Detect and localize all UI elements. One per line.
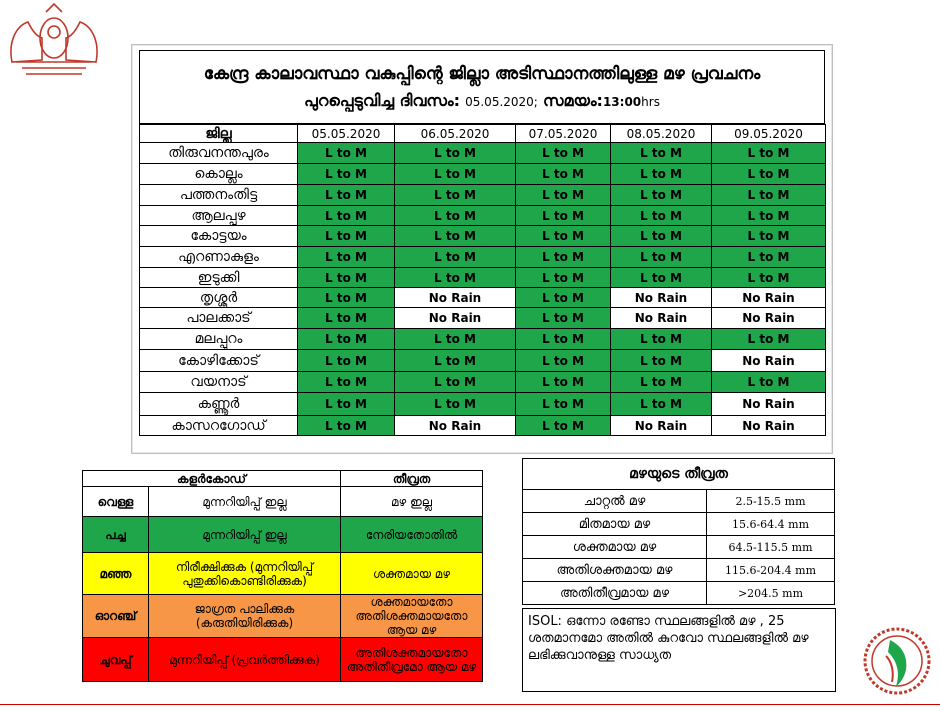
forecast-cell: L to M (395, 372, 516, 393)
color-name: ഓറഞ്ച് (83, 595, 149, 638)
forecast-cell: L to M (395, 164, 516, 185)
forecast-cell: L to M (516, 164, 611, 185)
intensity-range: 115.6-204.4 mm (707, 559, 835, 582)
forecast-cell: L to M (516, 393, 611, 416)
forecast-cell: L to M (298, 329, 395, 350)
color-name: ചുവപ്പ് (83, 638, 149, 682)
color-name: മഞ്ഞ (83, 553, 149, 595)
color-meaning: മുന്നറിയിപ്പ് ഇല്ല (149, 487, 341, 517)
color-code-header: കളർകോഡ് (83, 471, 341, 487)
color-row-white (83, 487, 483, 517)
district-row (140, 288, 826, 308)
bottom-divider (0, 704, 940, 705)
forecast-cell: L to M (298, 372, 395, 393)
forecast-cell: L to M (298, 288, 395, 308)
intensity-range: 64.5-115.5 mm (707, 536, 835, 559)
color-meaning: മുന്നറിയിപ്പ് (പ്രവർത്തിക്കുക) (149, 638, 341, 682)
forecast-cell: L to M (712, 164, 826, 185)
forecast-cell: L to M (516, 247, 611, 268)
district-row (140, 247, 826, 268)
date-column-header: 08.05.2020 (611, 125, 712, 143)
forecast-cell: L to M (712, 329, 826, 350)
forecast-cell: No Rain (611, 288, 712, 308)
color-row-yellow (83, 553, 483, 595)
forecast-cell: L to M (516, 206, 611, 226)
date-column-header: 07.05.2020 (516, 125, 611, 143)
forecast-cell: L to M (712, 372, 826, 393)
forecast-cell: L to M (611, 247, 712, 268)
forecast-cell: No Rain (712, 393, 826, 416)
intensity-row (523, 582, 835, 605)
forecast-cell: L to M (395, 329, 516, 350)
color-intensity: നേരിയതോതിൽ (341, 517, 483, 553)
district-row (140, 350, 826, 372)
forecast-cell: L to M (712, 268, 826, 288)
district-row (140, 393, 826, 416)
forecast-cell: L to M (516, 268, 611, 288)
kerala-emblem-icon (2, 2, 106, 80)
rain-intensity-table (522, 458, 835, 605)
forecast-cell: L to M (516, 226, 611, 247)
forecast-cell: L to M (298, 143, 395, 164)
color-meaning: നിരീക്ഷിക്കുക (മുന്നറിയിപ്പ് പുതുക്കികൊണ്ടിരിക്കുക) (149, 553, 341, 595)
forecast-cell: L to M (395, 393, 516, 416)
forecast-cell: L to M (516, 308, 611, 329)
date-column-header: 09.05.2020 (712, 125, 826, 143)
color-row-orange (83, 595, 483, 638)
color-name: പച്ച (83, 517, 149, 553)
district-name: വയനാട് (140, 372, 298, 393)
intensity-row (523, 559, 835, 582)
district-name: പത്തനംതിട്ട (140, 185, 298, 206)
district-row (140, 185, 826, 206)
district-forecast-table (139, 124, 826, 436)
district-name: തിരുവനന്തപുരം (140, 143, 298, 164)
forecast-cell: L to M (516, 288, 611, 308)
forecast-cell: L to M (298, 164, 395, 185)
forecast-header-row (140, 125, 826, 143)
forecast-cell: L to M (298, 185, 395, 206)
intensity-label: ശക്തമായ മഴ (523, 536, 707, 559)
district-name: ഇടുക്കി (140, 268, 298, 288)
date-column-header: 06.05.2020 (395, 125, 516, 143)
district-name: പാലക്കാട് (140, 308, 298, 329)
forecast-cell: L to M (298, 393, 395, 416)
forecast-cell: L to M (611, 143, 712, 164)
forecast-title-box (139, 50, 825, 124)
issued-date: 05.05.2020; (465, 95, 538, 109)
color-meaning: മുന്നറിയിപ്പ് ഇല്ല (149, 517, 341, 553)
district-row (140, 372, 826, 393)
intensity-label: മിതമായ മഴ (523, 513, 707, 536)
forecast-cell: L to M (611, 226, 712, 247)
forecast-cell: L to M (516, 329, 611, 350)
intensity-label: ചാറ്റൽ മഴ (523, 490, 707, 513)
forecast-cell: L to M (298, 308, 395, 329)
forecast-cell: L to M (611, 372, 712, 393)
rain-intensity-header: മഴയുടെ തീവ്രത (523, 459, 835, 490)
district-row (140, 268, 826, 288)
forecast-cell: L to M (712, 143, 826, 164)
district-column-header: ജില്ല (140, 125, 298, 143)
date-column-header: 05.05.2020 (298, 125, 395, 143)
district-name: കൊല്ലം (140, 164, 298, 185)
issued-info (140, 91, 824, 111)
forecast-cell: L to M (516, 416, 611, 436)
district-name: കണ്ണൂർ (140, 393, 298, 416)
intensity-row (523, 513, 835, 536)
district-name: തൃശ്ശൂർ (140, 288, 298, 308)
forecast-cell: L to M (395, 206, 516, 226)
forecast-cell: No Rain (395, 308, 516, 329)
forecast-cell: L to M (395, 247, 516, 268)
color-intensity: മഴ ഇല്ല (341, 487, 483, 517)
district-name: ആലപ്പുഴ (140, 206, 298, 226)
district-name: കാസറഗോഡ് (140, 416, 298, 436)
forecast-cell: No Rain (712, 308, 826, 329)
time-label: സമയം: (542, 91, 603, 110)
color-name: വെള്ള (83, 487, 149, 517)
forecast-cell: L to M (611, 185, 712, 206)
forecast-cell: L to M (611, 206, 712, 226)
forecast-cell: L to M (298, 268, 395, 288)
intensity-range: >204.5 mm (707, 582, 835, 605)
district-name: കോഴിക്കോട് (140, 350, 298, 372)
forecast-cell: L to M (395, 143, 516, 164)
district-name: എറണാകുളം (140, 247, 298, 268)
forecast-cell: L to M (516, 350, 611, 372)
forecast-cell: L to M (611, 329, 712, 350)
forecast-cell: L to M (298, 206, 395, 226)
intensity-row (523, 490, 835, 513)
intensity-row (523, 536, 835, 559)
intensity-range: 15.6-64.4 mm (707, 513, 835, 536)
forecast-cell: L to M (395, 350, 516, 372)
forecast-cell: L to M (611, 268, 712, 288)
district-row (140, 416, 826, 436)
intensity-range: 2.5-15.5 mm (707, 490, 835, 513)
forecast-cell: L to M (298, 416, 395, 436)
forecast-cell: L to M (611, 393, 712, 416)
forecast-cell: No Rain (611, 308, 712, 329)
forecast-cell: No Rain (395, 416, 516, 436)
color-row-red (83, 638, 483, 682)
forecast-title: കേന്ദ്ര കാലാവസ്ഥാ വകുപ്പിന്റെ ജില്ലാ അടിസ്ഥാനത്തിലുള്ള മഴ പ്രവചനം (203, 64, 761, 84)
forecast-cell: L to M (298, 350, 395, 372)
forecast-cell: No Rain (712, 416, 826, 436)
time-unit: hrs (641, 95, 660, 109)
district-row (140, 164, 826, 185)
forecast-cell: L to M (516, 143, 611, 164)
forecast-cell: No Rain (712, 288, 826, 308)
color-intensity: ശക്തമായതോ അതിശക്തമായതോ ആയ മഴ (341, 595, 483, 638)
forecast-cell: L to M (712, 247, 826, 268)
intensity-label: അതിതീവ്രമായ മഴ (523, 582, 707, 605)
issued-label: പുറപ്പെടുവിച്ച ദിവസം: (304, 91, 460, 110)
forecast-cell: L to M (298, 247, 395, 268)
isol-note: ISOL: ഒന്നോ രണ്ടോ സ്ഥലങ്ങളിൽ മഴ , 25 ശതമാനമോ അതിൽ കുറവോ സ്ഥലങ്ങളിൽ മഴ ലഭിക്കുവാനുള്ള സാധ്യത (522, 608, 836, 692)
forecast-cell: L to M (611, 164, 712, 185)
color-code-table (82, 470, 483, 682)
ksdma-logo-icon (862, 626, 932, 696)
color-row-green (83, 517, 483, 553)
intensity-header: തീവ്രത (341, 471, 483, 487)
forecast-cell: No Rain (712, 350, 826, 372)
district-row (140, 329, 826, 350)
intensity-label: അതിശക്തമായ മഴ (523, 559, 707, 582)
forecast-cell: L to M (611, 350, 712, 372)
district-name: മലപ്പുറം (140, 329, 298, 350)
district-row (140, 308, 826, 329)
district-name: കോട്ടയം (140, 226, 298, 247)
forecast-cell: L to M (712, 185, 826, 206)
forecast-cell: L to M (516, 372, 611, 393)
forecast-cell: L to M (516, 185, 611, 206)
forecast-cell: No Rain (611, 416, 712, 436)
color-intensity: അതിശക്തമായതോ അതിതീവ്രമോ ആയ മഴ (341, 638, 483, 682)
forecast-cell: L to M (395, 226, 516, 247)
color-intensity: ശക്തമായ മഴ (341, 553, 483, 595)
time-value: 13:00 (602, 95, 642, 109)
color-meaning: ജാഗ്രത പാലിക്കുക (കരുതിയിരിക്കുക) (149, 595, 341, 638)
forecast-cell: L to M (395, 185, 516, 206)
forecast-cell: L to M (298, 226, 395, 247)
district-row (140, 143, 826, 164)
forecast-cell: L to M (712, 206, 826, 226)
district-row (140, 206, 826, 226)
forecast-cell: L to M (395, 268, 516, 288)
forecast-cell: L to M (712, 226, 826, 247)
district-row (140, 226, 826, 247)
forecast-cell: No Rain (395, 288, 516, 308)
